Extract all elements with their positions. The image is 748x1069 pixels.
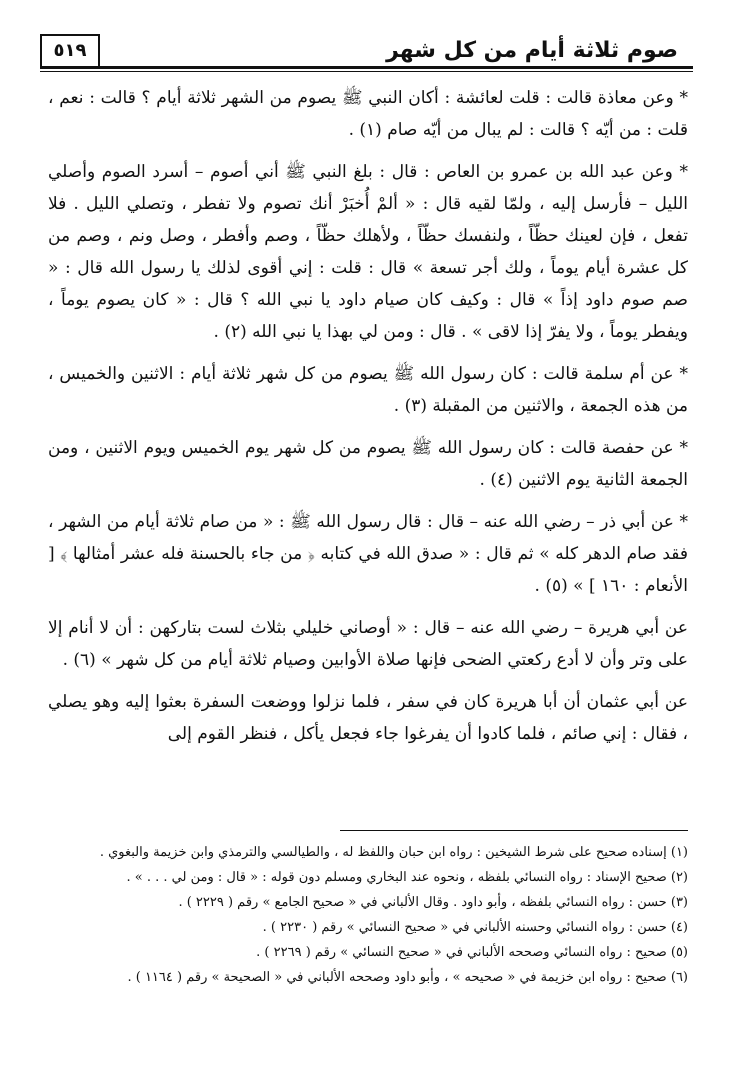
footnote-1: (١) إسناده صحيح على شرط الشيخين : رواه ابن حبان واللفظ له ، والطيالسي والترمذي وابن خزيمة والبغوي .: [99, 845, 688, 860]
footnote-4: (٤) حسن : رواه النسائي وحسنه الألباني في « صحيح النسائي » رقم ( ٢٢٣٠ ) .: [262, 920, 688, 935]
footnote-2: (٢) صحيح الإسناد : رواه النسائي بلفظه ، ونحوه عند البخاري ومسلم دون قوله : « قال : ومن لي . . . » .: [126, 870, 688, 885]
header-rule: [40, 66, 693, 69]
paragraph-muadha: * وعن معاذة قالت : قلت لعائشة : أكان النبي ﷺ يصوم من الشهر ثلاثة أيام ؟ قالت : نعم ، قلت : من أيّه ؟ قالت : لم يبال من أيّه صام (١) .: [48, 88, 688, 140]
paragraph-abdullah-ibn-amr: * وعن عبد الله بن عمرو بن العاص : قال : بلغ النبي ﷺ أني أصوم – أسرد الصوم وأصلي الليل – فأرسل إليه ، ولمّا لقيه قال : « ألمْ أُخبَرْ أنك تصوم ولا تفطر ، وتصلي الليل . فلا تفعل ، فإن لعينك حظّاً ، ولنفسك حظّاً ، ولأهلك حظّاً ، وصم وأفطر ، وصل ونم ، وصم من كل عشرة أيام يوماً ، ولك أجر تسعة » قال : قلت : إني أقوى لذلك يا رسول الله قال : « صم صوم داود إذاً » قال : وكيف كان صيام داود يا نبي الله ؟ قال : « كان يصوم يوماً ، ويفطر يوماً ، ولا يفرّ إذا لاقى » . قال : ومن لي بهذا يا نبي الله (٢) .: [48, 162, 688, 342]
footnote-separator: [340, 830, 688, 831]
page-number-box: [40, 34, 100, 68]
paragraph-abu-dharr: * عن أبي ذر – رضي الله عنه – قال : قال رسول الله ﷺ : « من صام ثلاثة أيام من الشهر ، فقد صام الدهر كله » ثم قال : « صدق الله في كتابه ﴿ من جاء بالحسنة فله عشر أمثالها ﴾ [ الأنعام : ١٦٠ ] » (٥) .: [48, 512, 688, 596]
page-number: ٥١٩: [53, 40, 87, 61]
paragraph-hafsa: * عن حفصة قالت : كان رسول الله ﷺ يصوم من كل شهر يوم الخميس ويوم الاثنين ، ومن الجمعة الثانية يوم الاثنين (٤) .: [48, 438, 688, 490]
main-text: [48, 82, 688, 760]
footnote-5: (٥) صحيح : رواه النسائي وصححه الألباني في « صحيح النسائي » رقم ( ٢٢٦٩ ) .: [256, 945, 688, 960]
paragraph-umm-salama: * عن أم سلمة قالت : كان رسول الله ﷺ يصوم من كل شهر ثلاثة أيام : الاثنين والخميس ، من هذه الجمعة ، والاثنين من المقبلة (٣) .: [48, 364, 688, 416]
footnotes: [48, 840, 688, 990]
running-header-title: صوم ثلاثة أيام من كل شهر: [386, 38, 678, 63]
header-rule-thin: [40, 71, 693, 72]
paragraph-abu-uthman: عن أبي عثمان أن أبا هريرة كان في سفر ، فلما نزلوا ووضعت السفرة بعثوا إليه وهو يصلي ، فقال : إني صائم ، فلما كادوا أن يفرغوا جاء فجعل يأكل ، فنظر القوم إلى: [48, 692, 688, 744]
footnote-6: (٦) صحيح : رواه ابن خزيمة في « صحيحه » ، وأبو داود وصححه الألباني في « الصحيحة » رقم ( ١١٦٤ ) .: [127, 970, 688, 985]
footnote-3: (٣) حسن : رواه النسائي بلفظه ، وأبو داود . وقال الألباني في « صحيح الجامع » رقم ( ٢٢٢٩ ) .: [178, 895, 688, 910]
paragraph-abu-hurayra: عن أبي هريرة – رضي الله عنه – قال : « أوصاني خليلي بثلاث لست بتاركهن : أن لا أنام إلا على وتر وأن لا أدع ركعتي الضحى فإنها صلاة الأوابين وصيام ثلاثة أيام من كل شهر » (٦) .: [48, 618, 688, 670]
